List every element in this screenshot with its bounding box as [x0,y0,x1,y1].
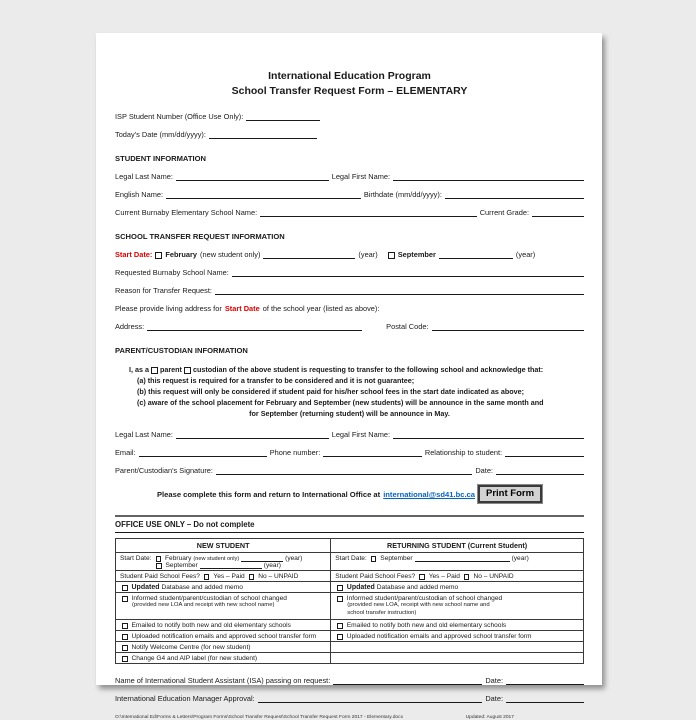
current-grade-field[interactable] [532,208,584,217]
february-year-field[interactable] [263,250,355,259]
requested-school-label: Requested Burnaby School Name: [115,268,229,278]
returning-student-header: RETURNING STUDENT (Current Student) [331,539,584,553]
ns-fees-yes-checkbox[interactable] [204,574,210,580]
living-address-prefix: Please provide living address for [115,304,222,314]
custodian-checkbox[interactable] [184,367,191,374]
rs-fees-no-checkbox[interactable] [464,574,470,580]
change-g4-label: Change G4 and AIP label (for new student) [131,654,258,662]
parent-first-name-field[interactable] [393,430,584,439]
signature-date-field[interactable] [496,466,584,475]
isa-date-label: Date: [485,676,503,686]
title-line-2: School Transfer Request Form – ELEMENTARY [231,85,468,98]
rs-informed-label: Informed student/parent/custodian of school changed [346,594,503,602]
signature-label: Parent/Custodian's Signature: [115,466,213,476]
manager-approval-field[interactable] [258,694,483,703]
ns-informed-note: (provided new LOA and receipt with new school name) [132,601,275,608]
table-row [116,653,584,664]
ns-informed-checkbox[interactable] [122,596,128,602]
custodian-rest: custodian of the above student is requesting to transfer to the following school and acknowledge that: [192,365,544,375]
new-student-header: NEW STUDENT [116,539,331,553]
empty-cell [331,653,584,664]
ns-september-year-label: (year) [263,561,281,569]
rs-informed-note-2: school transfer instruction) [347,609,417,616]
february-year-label: (year) [358,250,378,260]
todays-date-label: Today's Date (mm/dd/yyyy): [115,130,206,140]
ns-emailed-checkbox[interactable] [122,623,128,629]
legal-last-name-label: Legal Last Name: [115,172,173,182]
rs-fees-question: Student Paid School Fees? [335,572,416,580]
office-use-heading: OFFICE USE ONLY – Do not complete [115,517,584,533]
september-label: September [397,250,436,260]
legal-first-name-label: Legal First Name: [331,172,391,182]
ns-updated-db-checkbox[interactable] [122,585,128,591]
manager-date-label: Date: [485,694,503,704]
isa-name-field[interactable] [333,676,482,685]
rs-informed-checkbox[interactable] [337,596,343,602]
address-field[interactable] [147,322,362,331]
table-row [116,620,584,631]
postal-code-field[interactable] [432,322,585,331]
rs-updated-db-checkbox[interactable] [337,585,343,591]
rs-emailed-label: Emailed to notify both new and old elementary schools [346,621,507,629]
ns-updated-rest: Database and added memo [161,583,243,591]
relationship-label: Relationship to student: [424,448,503,458]
legal-first-name-field[interactable] [393,172,584,181]
print-form-button[interactable]: Print Form [478,485,542,503]
rs-uploaded-label: Uploaded notification emails and approved school transfer form [346,632,532,640]
ns-september-year-field[interactable] [200,562,262,569]
rs-updated-bold: Updated [346,583,375,591]
legal-last-name-field[interactable] [176,172,329,181]
rs-fees-yes-label: Yes – Paid [428,572,460,580]
isa-label: Name of International Student Assistant (ISA) passing on request: [115,676,331,686]
isp-number-label: ISP Student Number (Office Use Only): [115,112,244,122]
current-school-label: Current Burnaby Elementary School Name: [115,208,258,218]
submit-instruction: Please complete this form and return to International Office at [156,489,381,499]
phone-label: Phone number: [269,448,321,458]
table-row [116,571,584,582]
english-name-label: English Name: [115,190,164,200]
address-label: Address: [115,322,145,332]
rs-fees-yes-checkbox[interactable] [419,574,425,580]
form-page [96,33,602,720]
parent-checkbox[interactable] [151,367,158,374]
english-name-field[interactable] [166,190,361,199]
rs-informed-note-1: (provided new LOA, receipt with new school name and [347,601,490,608]
birthdate-field[interactable] [445,190,584,199]
birthdate-label: Birthdate (mm/dd/yyyy): [363,190,442,200]
isa-date-field[interactable] [506,676,584,685]
international-office-email-link[interactable]: international@sd41.bc.ca [383,489,475,499]
page-title [115,69,584,99]
ns-february-year-field[interactable] [241,555,283,562]
manager-date-field[interactable] [506,694,584,703]
parent-info-heading: PARENT/CUSTODIAN INFORMATION [115,346,248,356]
ns-february-label: February [165,554,192,562]
parent-first-name-label: Legal First Name: [331,430,391,440]
rs-emailed-checkbox[interactable] [337,623,343,629]
ns-february-note: (new student only) [193,555,240,562]
ack-item-c2: for September (returning student) will be announce in May. [249,408,450,418]
living-address-highlight: Start Date [224,304,260,314]
ns-february-checkbox[interactable] [156,556,162,562]
relationship-field[interactable] [505,448,584,457]
ns-fees-no-checkbox[interactable] [249,574,255,580]
table-row [116,631,584,642]
rs-updated-rest: Database and added memo [376,583,459,591]
parent-last-name-label: Legal Last Name: [115,430,173,440]
february-note: (new student only) [200,250,261,260]
rs-fees-no-label: No – UNPAID [473,572,514,580]
ns-fees-question: Student Paid School Fees? [120,572,200,580]
table-row [116,553,584,571]
file-path-text: O:\International Ed\Forms & Letters\Program Forms\School Transfer Request\School Transfer Request Form 2017 - Elementary.docx [115,715,404,720]
ns-start-date-label: Start Date: [120,554,152,562]
empty-cell [331,642,584,653]
ns-updated-bold: Updated [131,583,160,591]
start-date-label: Start Date: [115,250,153,260]
september-year-field[interactable] [439,250,513,259]
rs-september-checkbox[interactable] [371,556,377,562]
ns-september-label: September [165,561,198,569]
ack-item-a: (a) this request is required for a transfer to be considered and it is not guarantee; [137,376,415,386]
ns-uploaded-checkbox[interactable] [122,634,128,640]
rs-september-year-label: (year) [511,554,529,562]
table-row [116,593,584,620]
table-row [116,582,584,593]
ns-fees-no-label: No – UNPAID [258,572,299,580]
email-label: Email: [115,448,136,458]
postal-code-label: Postal Code: [386,322,429,332]
change-g4-checkbox[interactable] [122,656,128,662]
transfer-info-heading: SCHOOL TRANSFER REQUEST INFORMATION [115,232,285,242]
student-info-heading: STUDENT INFORMATION [115,154,206,164]
manager-approval-label: International Education Manager Approval: [115,694,255,704]
ns-informed-label: Informed student/parent/custodian of school changed [131,594,287,602]
september-year-label: (year) [515,250,536,260]
rs-september-label: September [380,554,413,562]
title-line-1: International Education Program [268,70,431,82]
reason-label: Reason for Transfer Request: [115,286,212,296]
rs-uploaded-checkbox[interactable] [337,634,343,640]
table-header-row [116,539,584,553]
requested-school-field[interactable] [232,268,584,277]
phone-field[interactable] [323,448,422,457]
isp-number-field[interactable] [246,112,320,121]
parent-last-name-field[interactable] [176,430,329,439]
reason-field[interactable] [215,286,584,295]
table-row [116,642,584,653]
parent-word: parent [159,365,182,375]
february-checkbox[interactable] [155,252,162,259]
acknowledgement-block [115,365,584,419]
current-grade-label: Current Grade: [479,208,529,218]
email-field[interactable] [139,448,267,457]
ns-september-checkbox[interactable] [156,563,162,569]
updated-date-text: Updated: August 2017 [465,715,514,720]
september-checkbox[interactable] [388,252,395,259]
ns-emailed-label: Emailed to notify both new and old elementary schools [131,621,291,629]
ns-fees-yes-label: Yes – Paid [213,572,245,580]
signature-date-label: Date: [475,466,493,476]
welcome-centre-checkbox[interactable] [122,645,128,651]
todays-date-field[interactable] [209,130,317,139]
signature-field[interactable] [216,466,472,475]
welcome-centre-label: Notify Welcome Centre (for new student) [131,643,251,651]
office-use-table [115,538,584,664]
ns-uploaded-label: Uploaded notification emails and approved school transfer form [131,632,317,640]
intro-prefix: I, as a [129,365,149,375]
ack-item-b: (b) this request will only be considered if student paid for his/her school fees in the start date indicated as above; [137,387,524,397]
current-school-field[interactable] [260,208,477,217]
rs-september-year-field[interactable] [415,555,510,562]
living-address-suffix: of the school year (listed as above): [262,304,380,314]
rs-start-date-label: Start Date: [335,554,367,562]
february-label: February [165,250,198,260]
ns-february-year-label: (year) [285,554,303,562]
ack-item-c1: (c) aware of the school placement for February and September (new students) will be announce in the same month and [137,397,544,407]
